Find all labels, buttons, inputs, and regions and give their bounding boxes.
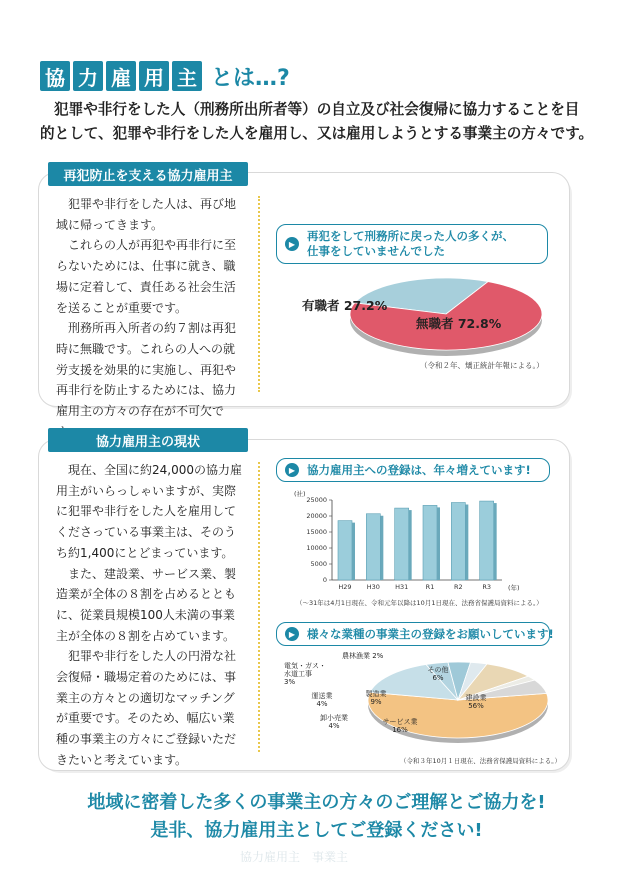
y-tick-label: 20000 xyxy=(306,512,327,520)
dotted-divider xyxy=(258,196,262,392)
y-tick-label: 15000 xyxy=(306,528,327,536)
bar-note: （～31年は4月1日現在、令和元年以降は10月1日現在、法務省保護局資料による。） xyxy=(296,599,543,607)
footer-line2: 是非、協力雇用主としてご登録ください! xyxy=(150,820,483,841)
x-tick-label: H30 xyxy=(366,583,380,591)
section1-label: 再犯防止を支える協力雇用主 xyxy=(48,162,248,186)
bar-side xyxy=(437,507,440,580)
intro-text xyxy=(40,98,596,146)
title-char: 主 xyxy=(172,61,202,91)
callout-text: 様々な業種の事業主の登録をお願いしています! xyxy=(307,626,554,641)
play-arrow-icon: ▶ xyxy=(285,627,299,641)
paragraph: 犯罪や非行をした人は、再び地域に帰ってきます。 xyxy=(56,197,237,232)
section1-callout xyxy=(276,224,548,264)
section2-callout-pie xyxy=(276,622,554,646)
title-char: 力 xyxy=(73,61,103,91)
pie-label-employed: 有職者 27.2% xyxy=(302,298,388,313)
y-tick-label: 10000 xyxy=(306,544,327,552)
play-arrow-icon: ▶ xyxy=(285,237,299,251)
pie-label-unemployed: 無職者 72.8% xyxy=(416,316,502,331)
pie-label-agriculture: 農林漁業 2% xyxy=(342,652,384,660)
bar-H29 xyxy=(338,521,352,580)
registration-bar-chart xyxy=(280,484,550,596)
section2-label: 協力雇用主の現状 xyxy=(48,428,248,452)
pie-label-manufacturing: 製造業 9% xyxy=(365,690,387,706)
callout-line: 再犯をして刑務所に戻った人の多くが、 xyxy=(307,229,514,243)
title-char: 雇 xyxy=(106,61,136,91)
pie-label-construction: 建設業 56% xyxy=(465,694,487,710)
x-axis-label: (年) xyxy=(508,584,520,592)
employment-pie-chart xyxy=(296,270,546,370)
title-suffix: とは…? xyxy=(211,65,290,91)
section1-note: （令和２年、矯正統計年報による。） xyxy=(420,361,544,370)
callout-text: 協力雇用主への登録は、年々増えています! xyxy=(307,462,531,477)
x-tick-label: H31 xyxy=(395,583,409,591)
bar-R3 xyxy=(480,501,494,580)
bar-side xyxy=(352,523,355,580)
pie-label-wholesale-retail: 卸小売業 4% xyxy=(320,714,348,730)
title-char: 協 xyxy=(40,61,70,91)
section2-callout-bar xyxy=(276,458,550,482)
watermark: 協力雇用主 事業主 xyxy=(240,850,349,864)
bar-side xyxy=(409,510,412,580)
x-tick-label: R1 xyxy=(425,583,435,591)
paragraph: 現在、全国に約24,000の協力雇用主がいらっしゃいますが、実際に犯罪や非行をした人を雇用してくださっている事業主は、そのうち約1,400にとどまっています。 xyxy=(56,463,242,560)
y-axis-label: (社) xyxy=(294,490,306,498)
title-char: 用 xyxy=(139,61,169,91)
bar-side xyxy=(494,503,497,580)
footer-line1: 地域に密着した多くの事業主の方々のご理解とご協力を! xyxy=(87,792,546,813)
section1-body xyxy=(56,194,246,442)
callout-line: 仕事をしていませんでした xyxy=(307,244,445,258)
pie-label-utilities: 電気・ガス・水道工事 3% xyxy=(284,662,326,686)
bar-H30 xyxy=(366,514,380,580)
intro-line: 犯罪や非行をした人（刑務所出所者等）の自立及び社会復帰に協力することを目 xyxy=(54,101,580,118)
section2-body xyxy=(56,460,246,771)
pie-label-transport: 運送業 4% xyxy=(311,692,333,708)
play-arrow-icon: ▶ xyxy=(285,463,299,477)
paragraph: 犯罪や非行をした人の円滑な社会復帰・職場定着のためには、事業主の方々との適切なマッチングが重要です。そのため、幅広い業種の事業主の方々にご登録いただきたいと考えています。 xyxy=(56,649,237,767)
x-tick-label: R3 xyxy=(482,583,491,591)
industry-pie-chart xyxy=(262,648,558,756)
page-title xyxy=(40,58,290,94)
x-tick-label: R2 xyxy=(454,583,463,591)
y-tick-label: 0 xyxy=(322,576,327,584)
paragraph: これらの人が再犯や再非行に至らないためには、仕事に就き、職場に定着して、責任ある社会生活を送ることが重要です。 xyxy=(56,238,237,315)
paragraph: また、建設業、サービス業、製造業が全体の８割を占めるとともに、従業員規模100人未満の事業主が全体の８割を占めています。 xyxy=(56,566,237,643)
bar-side xyxy=(380,516,383,580)
x-tick-label: H29 xyxy=(338,583,352,591)
paragraph: 刑務所再入所者の約７割は再犯時に無職です。これらの人への就労支援を効果的に実施し、再犯や再非行を防止するためには、協力雇用主の方々の存在が不可欠で xyxy=(56,321,237,419)
y-tick-label: 25000 xyxy=(306,496,327,504)
bar-H31 xyxy=(395,508,409,580)
pie-note: （令和３年10月１日現在、法務省保護局資料による。） xyxy=(400,757,562,765)
intro-line: 的として、犯罪や非行をした人を雇用し、又は雇用しようとする事業主の方々です。 xyxy=(40,125,594,142)
bar-R2 xyxy=(451,503,465,580)
bar-R1 xyxy=(423,505,437,580)
bar-side xyxy=(465,505,468,580)
y-tick-label: 5000 xyxy=(310,560,327,568)
pie-label-other: その他 6% xyxy=(427,666,449,682)
pie-label-service: サービス業 16% xyxy=(382,718,418,734)
